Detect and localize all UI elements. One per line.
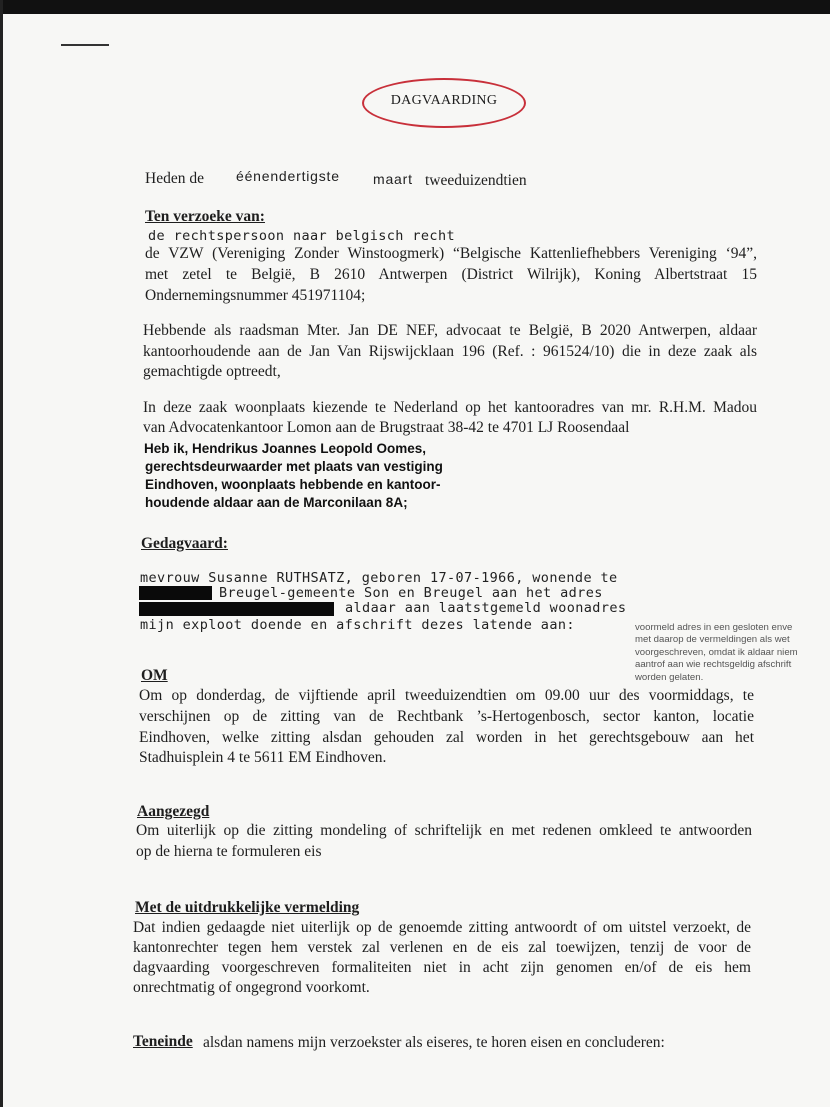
om-heading: OM <box>141 667 168 684</box>
om-line: Om op donderdag, de vijftiende april tweeduizendtien om 09.00 uur des voormiddags, te <box>139 687 754 704</box>
summoned-typed-line: mevrouw Susanne RUTHSATZ, geboren 17-07-1966, wonende te <box>140 570 618 586</box>
margin-note-line: aantrof aan wie rechtsgeldig afschrift <box>635 659 792 671</box>
requester-line: met zetel te België, B 2610 Antwerpen (District Wilrijk), Koning Albertstraat 15 <box>145 266 757 283</box>
counsel-line: kantoorhoudende aan de Jan Van Rijswijcklaan 196 (Ref. : 961524/10) die in deze zaak als <box>143 343 757 360</box>
date-year: tweeduizendtien <box>425 172 527 189</box>
redaction-bar <box>139 602 334 616</box>
domicile-line: In deze zaak woonplaats kiezende te Nederland op het kantooradres van mr. R.H.M. Madou <box>143 399 757 416</box>
counsel-line: gemachtigde optreedt, <box>143 363 281 380</box>
counsel-line: Hebbende als raadsman Mter. Jan DE NEF, advocaat te België, B 2020 Antwerpen, aldaar <box>143 322 757 339</box>
explicit-line: dagvaarding voorgeschreven formaliteiten niet in acht zijn genomen en/of de eis hem <box>133 959 751 976</box>
explicit-line: kantonrechter tegen hem verstek zal verlenen en de eis zal toewijzen, tenzij de voor de <box>133 939 751 956</box>
requester-heading: Ten verzoeke van: <box>145 208 265 225</box>
scan-edge-left <box>0 0 3 1107</box>
redaction-bar <box>139 586 212 600</box>
om-line: verschijnen op de zitting van de Rechtbank ’s-Hertogenbosch, sector kanton, locatie <box>139 708 754 725</box>
explicit-heading: Met de uitdrukkelijke vermelding <box>135 899 360 916</box>
date-prefix: Heden de <box>145 170 204 187</box>
summoned-typed-line: aldaar aan laatstgemeld woonadres <box>345 600 627 616</box>
notified-line: op de hierna te formuleren eis <box>136 843 322 860</box>
notified-line: Om uiterlijk op die zitting mondeling of schriftelijk en met redenen omkleed te antwoorden <box>136 822 752 839</box>
date-day: éénendertigste <box>236 168 340 184</box>
requester-typed-line: de rechtspersoon naar belgisch recht <box>148 228 455 244</box>
date-month: maart <box>373 171 413 187</box>
summoned-typed-line: Breugel-gemeente Son en Breugel aan het adres <box>219 585 603 601</box>
bailiff-line: houdende aldaar aan de Marconilaan 8A; <box>145 495 408 510</box>
title-stamp <box>362 78 526 128</box>
margin-note-line: voorgeschreven, omdat ik aldaar niem <box>635 646 798 658</box>
bailiff-line: gerechtsdeurwaarder met plaats van vestiging <box>145 459 443 474</box>
document-title: DAGVAARDING <box>390 93 498 108</box>
notified-heading: Aangezegd <box>137 803 210 820</box>
explicit-line: Dat indien gedaagde niet uiterlijk op de genoemde zitting antwoordt of om uitstel verzoekt, de <box>133 919 751 936</box>
purpose-text: alsdan namens mijn verzoekster als eiseres, te horen eisen en concluderen: <box>203 1034 665 1051</box>
bailiff-line: Eindhoven, woonplaats hebbende en kantoor- <box>145 477 441 492</box>
scan-edge-top <box>0 0 830 14</box>
requester-line: de VZW (Vereniging Zonder Winstoogmerk) “Belgische Kattenliefhebbers Vereniging ‘94”, <box>145 245 757 262</box>
summoned-typed-line: mijn exploot doende en afschrift dezes latende aan: <box>140 617 575 633</box>
bailiff-line: Heb ik, Hendrikus Joannes Leopold Oomes, <box>144 441 427 456</box>
margin-dash <box>61 44 109 46</box>
summoned-heading: Gedagvaard: <box>141 535 228 552</box>
margin-note <box>635 622 830 688</box>
domicile-line: van Advocatenkantoor Lomon aan de Brugstraat 38-42 te 4701 LJ Roosendaal <box>143 419 630 436</box>
margin-note-line: voormeld adres in een gesloten enve <box>635 622 793 633</box>
om-line: Eindhoven, welke zitting alsdan gehouden zal worden in het gerechtsgebouw aan het <box>139 729 754 746</box>
margin-note-line: worden gelaten. <box>635 671 704 683</box>
explicit-line: onrechtmatig of ongegrond voorkomt. <box>133 979 370 996</box>
requester-line: Ondernemingsnummer 451971104; <box>145 287 366 304</box>
margin-note-line: met daarop de vermeldingen als wet <box>635 634 790 646</box>
purpose-heading: Teneinde <box>133 1033 193 1050</box>
om-line: Stadhuisplein 4 te 5611 EM Eindhoven. <box>139 749 387 766</box>
